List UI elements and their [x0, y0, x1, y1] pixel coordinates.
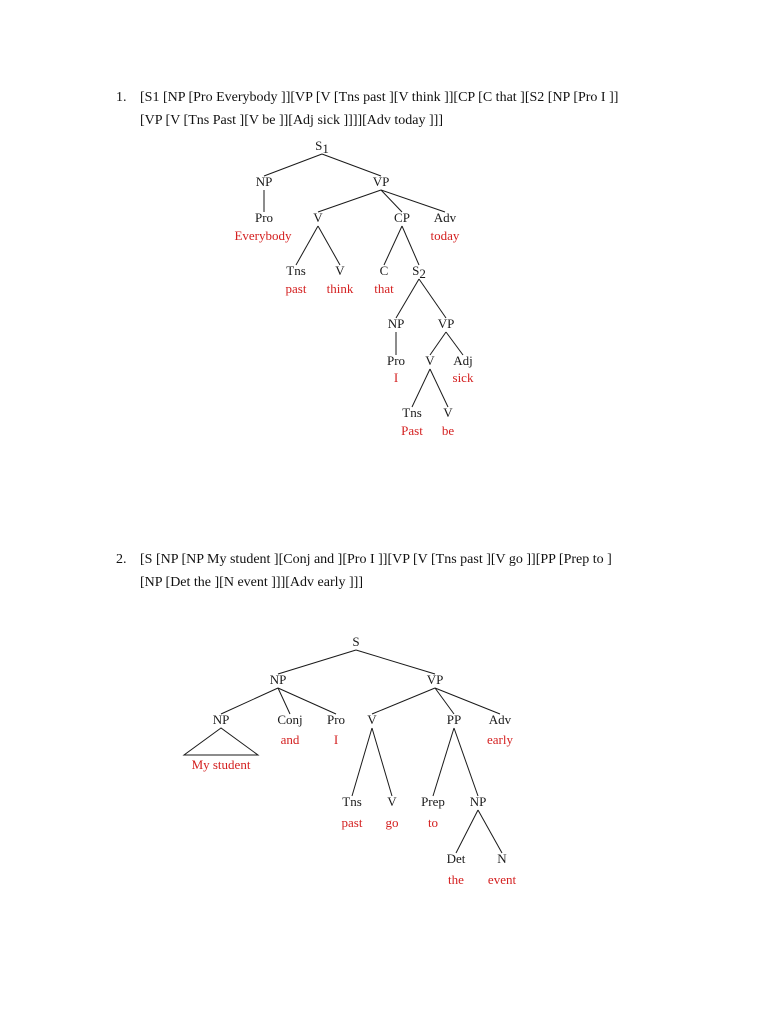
tree-word-w-everybody: Everybody: [234, 228, 292, 243]
tree-node-adj: Adj: [453, 353, 473, 368]
tree-node-np2: NP: [469, 794, 487, 809]
tree-word-w-i: I: [393, 370, 399, 385]
tree-word-w-today: today: [430, 228, 460, 243]
tree-node-tns2: Tns: [402, 405, 422, 420]
item-number: 2.: [116, 552, 127, 567]
bracket-line-1: [S1 [NP [Pro Everybody ]][VP [V [Tns past ][V think ]][CP [C that ][S2 [NP [Pro I ]]: [140, 90, 619, 105]
tree-word-w-past: past: [341, 815, 363, 830]
tree-node-tns: Tns: [342, 794, 362, 809]
tree-branch-v-tns: [352, 728, 372, 796]
tree-word-w-early: early: [487, 732, 513, 747]
tree-node-vp2: VP: [437, 316, 455, 331]
tree-node-n: N: [497, 851, 507, 866]
tree-branch-v-v2: [372, 728, 392, 796]
tree-node-prep: Prep: [421, 794, 445, 809]
tree-word-w-go: go: [385, 815, 399, 830]
tree-node-vp: VP: [372, 174, 390, 189]
tree-node-v2: V: [335, 263, 345, 278]
tree-node-v: V: [367, 712, 377, 727]
tree-node-det: Det: [446, 851, 466, 866]
tree-word-w-the: the: [448, 872, 464, 887]
tree-node-np: NP: [255, 174, 273, 189]
tree-node-pp: PP: [446, 712, 462, 727]
tree-branch-np2-det: [456, 810, 478, 853]
tree-node-s: S: [352, 634, 360, 649]
tree-node-pro: Pro: [254, 210, 274, 225]
tree-node-np-inner: NP: [212, 712, 230, 727]
tree-word-w-be: be: [441, 423, 455, 438]
tree-node-adv: Adv: [488, 712, 512, 727]
item-number: 1.: [116, 90, 127, 105]
tree-word-w-that: that: [374, 281, 394, 296]
tree-word-w-sick: sick: [452, 370, 474, 385]
tree-node-vp: VP: [426, 672, 444, 687]
tree-branch-np-conj: [278, 688, 290, 714]
tree-node-v2: V: [387, 794, 397, 809]
tree-node-pro: Pro: [326, 712, 346, 727]
tree-node-s1: S1: [315, 138, 329, 156]
tree-word-w-to: to: [427, 815, 439, 830]
bracket-line-2: [NP [Det the ][N event ]]][Adv early ]]]: [140, 575, 363, 590]
tree-node-s2: S2: [412, 263, 426, 281]
tree-node-v: V: [313, 210, 323, 225]
tree-node-c: C: [379, 263, 389, 278]
tree-node-conj: Conj: [277, 712, 303, 727]
tree-branch-np-pro: [278, 688, 336, 714]
tree-word-w-event: event: [487, 872, 517, 887]
tree-node-np2: NP: [387, 316, 405, 331]
tree-node-v4: V: [443, 405, 453, 420]
tree-word-w-i: I: [333, 732, 339, 747]
tree-branch-pp-prep: [433, 728, 454, 796]
tree-node-v3: V: [425, 353, 435, 368]
tree-node-cp: CP: [394, 210, 410, 225]
tree-node-np: NP: [269, 672, 287, 687]
tree-word-w-think: think: [326, 281, 354, 296]
tree-branch-s-vp: [356, 650, 435, 674]
tree-word-w-past2: Past: [401, 423, 423, 438]
tree-branch-vp-v: [372, 688, 435, 714]
bracket-line-1: [S [NP [NP My student ][Conj and ][Pro I ]][VP [V [Tns past ][V go ]][PP [Prep to ]: [140, 552, 612, 567]
tree-word-w-past: past: [285, 281, 307, 296]
tree-branch-s-np: [278, 650, 356, 674]
tree-node-pro2: Pro: [386, 353, 406, 368]
tree-word-w-and: and: [280, 732, 300, 747]
tree-branch-np2-n: [478, 810, 502, 853]
tree-branch-pp-np2: [454, 728, 478, 796]
tree-node-tns: Tns: [286, 263, 306, 278]
tree-node-adv: Adv: [433, 210, 457, 225]
tree-word-w-mystudent: My student: [191, 757, 251, 772]
tree-branch-np-np-inner: [221, 688, 278, 714]
tree-triangle-np-inner: [184, 728, 258, 755]
bracket-line-2: [VP [V [Tns Past ][V be ]][Adj sick ]]]][Adv today ]]]: [140, 113, 444, 128]
